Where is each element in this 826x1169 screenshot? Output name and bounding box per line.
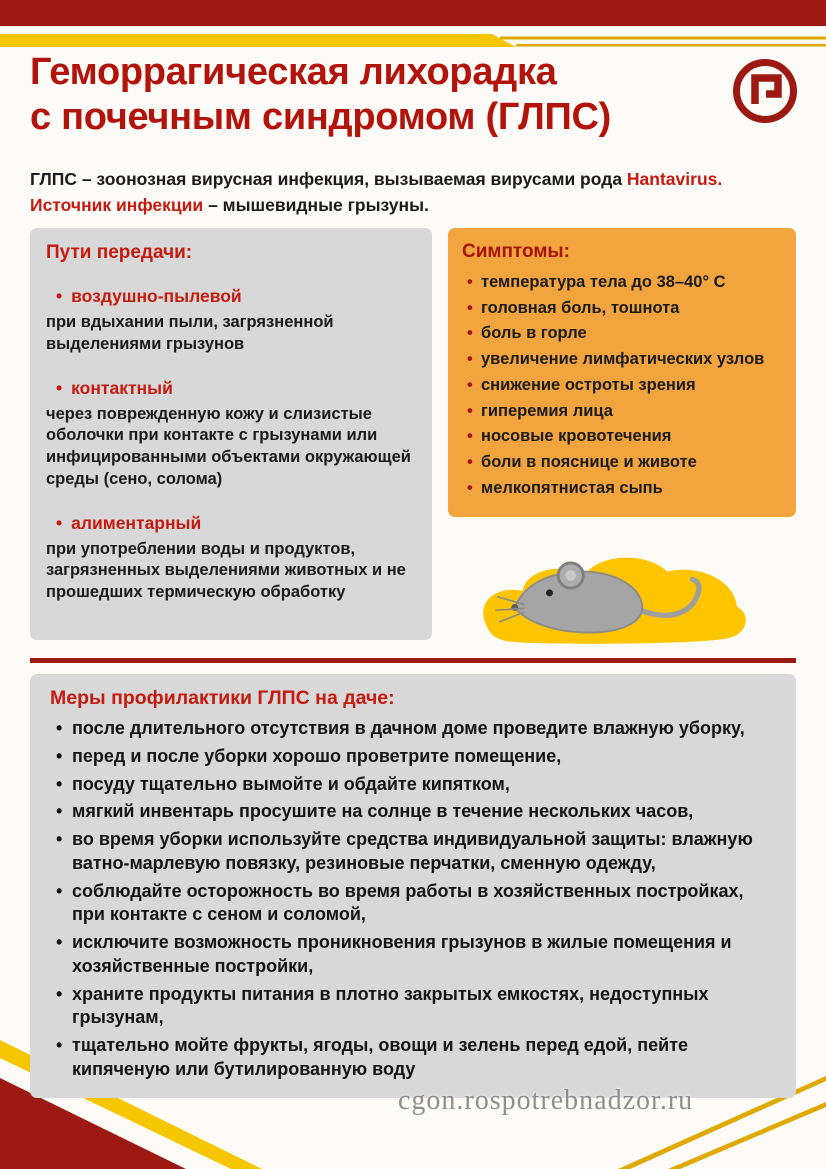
transmission-item-body: при употреблении воды и продуктов, загрязненных выделениями животных и не прошедших термическую обработку — [46, 539, 406, 602]
bullet-icon — [56, 378, 62, 399]
transmission-item — [46, 286, 416, 356]
transmission-item — [46, 513, 416, 604]
mouse-illustration-icon — [470, 533, 770, 647]
symptom-item: • боли в пояснице и животе — [462, 450, 782, 476]
transmission-title: Пути передачи: — [46, 242, 193, 263]
symptoms-list — [462, 270, 782, 502]
prevention-item: • посуду тщательно вымойте и обдайте кипятком, — [50, 773, 776, 797]
page-title — [30, 50, 611, 140]
prevention-title: Меры профилактики ГЛПС на даче: — [50, 687, 395, 709]
intro-line1-text: ГЛПС – зоонозная вирусная инфекция, вызываемая вирусами рода — [30, 169, 627, 189]
bullet-icon — [56, 513, 62, 534]
transmission-item-body: при вдыхании пыли, загрязненной выделениями грызунов — [46, 313, 334, 353]
intro-line2-highlight: Источник инфекции — [30, 195, 204, 216]
symptom-item: • головная боль, тошнота — [462, 296, 782, 322]
transmission-item-heading: алиментарный — [71, 512, 202, 533]
prevention-list — [50, 717, 776, 1082]
symptom-item: • мелкопятнистая сыпь — [462, 476, 782, 502]
columns-container — [30, 228, 796, 647]
symptom-item: • носовые кровотечения — [462, 424, 782, 450]
watermark-text: cgon.rospotrebnadzor.ru — [398, 1085, 694, 1116]
top-stripes-decoration — [0, 0, 826, 52]
prevention-item: • храните продукты питания в плотно закрытых емкостях, недоступных грызунам, — [50, 983, 776, 1031]
transmission-box — [30, 228, 432, 640]
transmission-item-heading-row — [46, 286, 416, 307]
prevention-box — [30, 674, 796, 1098]
prevention-item: • исключите возможность проникновения грызунов в жилые помещения и хозяйственные постройки, — [50, 931, 776, 979]
transmission-item-heading-row — [46, 513, 416, 534]
transmission-item-body: через поврежденную кожу и слизистые оболочки при контакте с грызунами или инфицированными объектами окружающей среды (сено, солома) — [46, 404, 411, 488]
prevention-item: • тщательно мойте фрукты, ягоды, овощи и зелень перед едой, пейте кипяченую или бутилированную воду — [50, 1034, 776, 1082]
prevention-item: • во время уборки используйте средства индивидуальной защиты: влажную ватно-марлевую повязку, резиновые перчатки, сменную одежду, — [50, 828, 776, 876]
symptoms-title: Симптомы: — [462, 241, 570, 262]
symptom-item: • температура тела до 38–40° С — [462, 270, 782, 296]
symptoms-box — [448, 228, 796, 517]
prevention-item: • мягкий инвентарь просушите на солнце в течение нескольких часов, — [50, 800, 776, 824]
symptom-item: • увеличение лимфатических узлов — [462, 347, 782, 373]
bullet-icon — [56, 286, 62, 307]
intro-line1-highlight: Hantavirus. — [626, 169, 723, 189]
right-column — [448, 228, 796, 647]
prevention-item: • соблюдайте осторожность во время работы в хозяйственных постройках, при контакте с сеном и соломой, — [50, 880, 776, 928]
page-title-line2: с почечным синдромом (ГЛПС) — [30, 95, 611, 138]
transmission-item — [46, 378, 416, 491]
section-divider — [30, 658, 796, 663]
intro-line2-text: – мышевидные грызуны. — [203, 195, 429, 216]
page-title-line1: Геморрагическая лихорадка — [30, 51, 557, 93]
transmission-item-heading: контактный — [71, 377, 173, 398]
prevention-item: • перед и после уборки хорошо проветрите помещение, — [50, 745, 776, 769]
symptom-item: • гиперемия лица — [462, 399, 782, 425]
transmission-item-heading-row — [46, 378, 416, 399]
cgon-logo-icon — [730, 56, 800, 126]
prevention-item: • после длительного отсутствия в дачном доме проведите влажную уборку, — [50, 717, 776, 741]
intro-text — [30, 166, 792, 219]
transmission-item-heading: воздушно-пылевой — [71, 286, 242, 306]
symptom-item: • снижение остроты зрения — [462, 373, 782, 399]
symptom-item: • боль в горле — [462, 321, 782, 347]
